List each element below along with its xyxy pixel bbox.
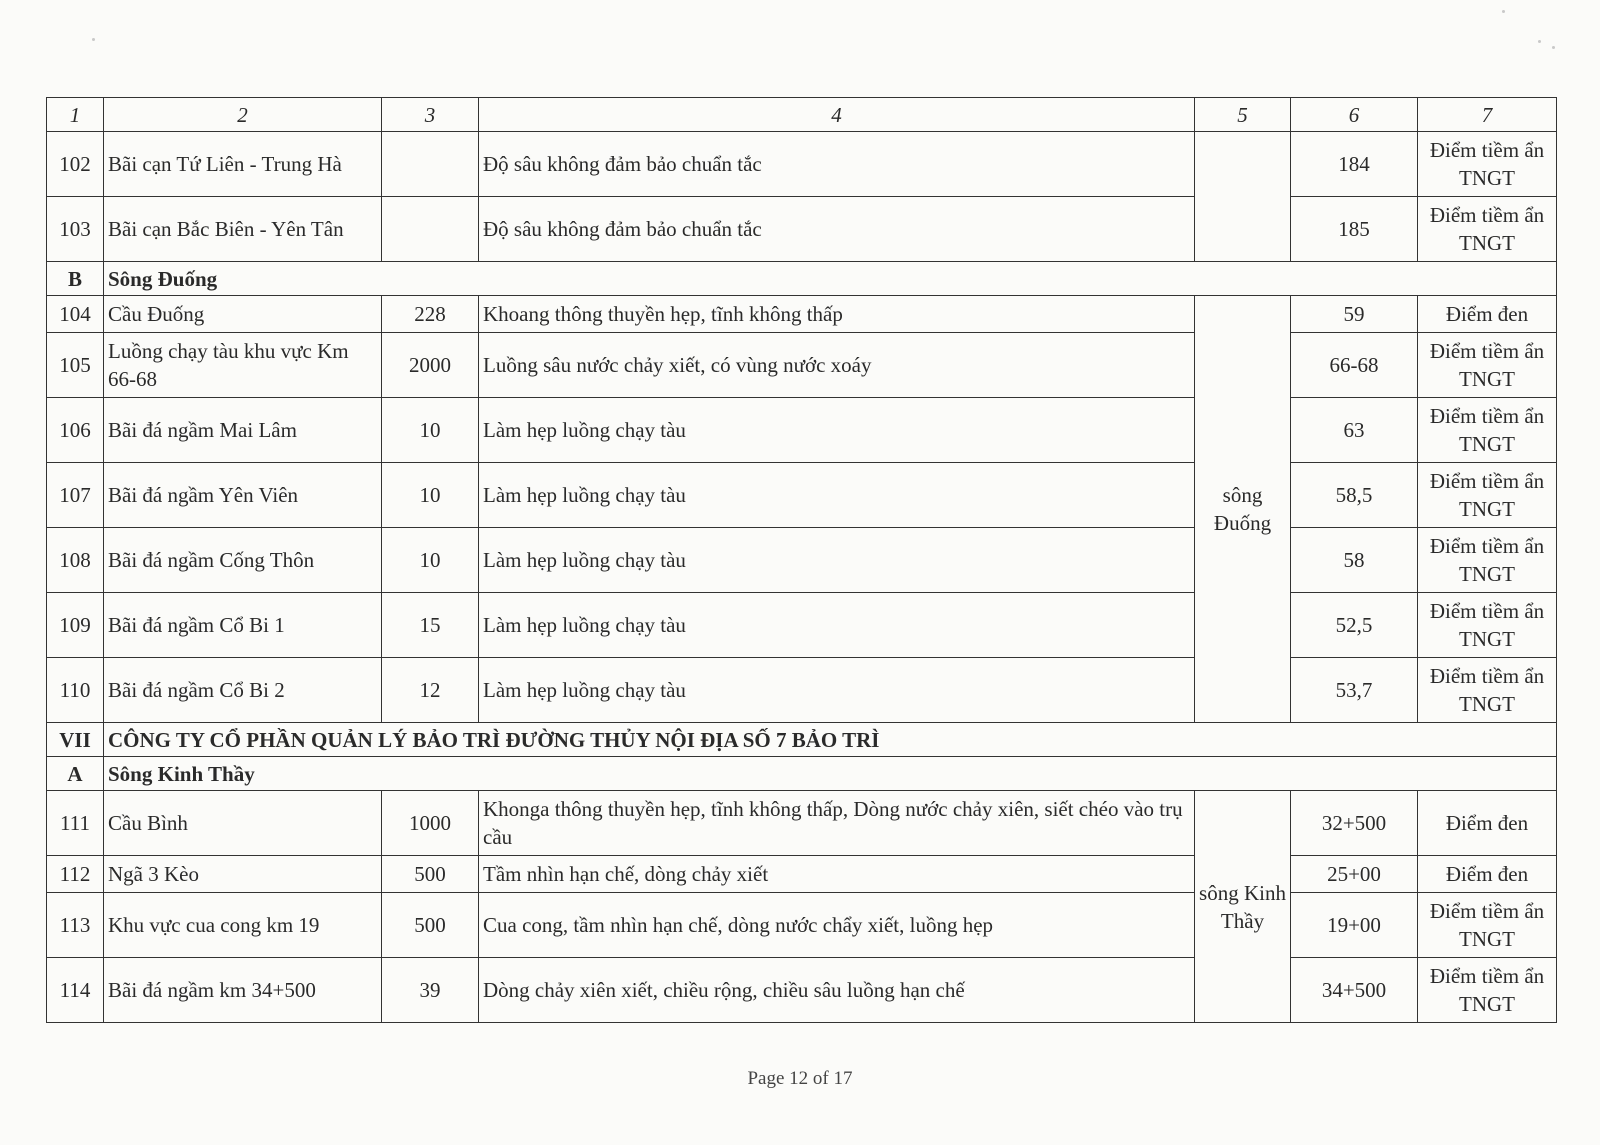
section-row — [47, 757, 1557, 791]
hazard-description: Khonga thông thuyền hẹp, tĩnh không thấp, Dòng nước chảy xiên, siết chéo vào trụ cầu — [479, 791, 1195, 856]
section-title: CÔNG TY CỔ PHẦN QUẢN LÝ BẢO TRÌ ĐƯỜNG THỦY NỘI ĐỊA SỐ 7 BẢO TRÌ — [104, 723, 1557, 757]
column-header: 4 — [479, 98, 1195, 132]
point-type: Điểm tiềm ẩn TNGT — [1418, 593, 1557, 658]
hazard-description: Làm hẹp luồng chạy tàu — [479, 463, 1195, 528]
row-number: 102 — [47, 132, 104, 197]
point-type: Điểm đen — [1418, 296, 1557, 333]
row-number: 104 — [47, 296, 104, 333]
column-header: 6 — [1291, 98, 1418, 132]
location-name: Bãi đá ngầm Cổ Bi 2 — [104, 658, 382, 723]
point-type: Điểm đen — [1418, 791, 1557, 856]
point-type: Điểm tiềm ẩn TNGT — [1418, 958, 1557, 1023]
location-name: Bãi đá ngầm Yên Viên — [104, 463, 382, 528]
column-header: 1 — [47, 98, 104, 132]
km-value: 184 — [1291, 132, 1418, 197]
length-value: 500 — [382, 893, 479, 958]
point-type: Điểm tiềm ẩn TNGT — [1418, 658, 1557, 723]
length-value: 15 — [382, 593, 479, 658]
km-value: 58,5 — [1291, 463, 1418, 528]
hazard-description: Tầm nhìn hạn chế, dòng chảy xiết — [479, 856, 1195, 893]
length-value: 2000 — [382, 333, 479, 398]
row-number: 103 — [47, 197, 104, 262]
location-name: Ngã 3 Kèo — [104, 856, 382, 893]
section-fill — [382, 262, 1557, 296]
hazard-description: Cua cong, tầm nhìn hạn chế, dòng nước chẩy xiết, luồng hẹp — [479, 893, 1195, 958]
length-value: 12 — [382, 658, 479, 723]
point-type: Điểm tiềm ẩn TNGT — [1418, 528, 1557, 593]
location-name: Luồng chạy tàu khu vực Km 66-68 — [104, 333, 382, 398]
section-title: Sông Đuống — [104, 262, 382, 296]
point-type: Điểm tiềm ẩn TNGT — [1418, 333, 1557, 398]
location-name: Khu vực cua cong km 19 — [104, 893, 382, 958]
river-cell — [1195, 132, 1291, 262]
length-value: 10 — [382, 528, 479, 593]
row-number: 108 — [47, 528, 104, 593]
km-value: 58 — [1291, 528, 1418, 593]
table-row — [47, 398, 1557, 463]
point-type: Điểm tiềm ẩn TNGT — [1418, 398, 1557, 463]
point-type: Điểm tiềm ẩn TNGT — [1418, 893, 1557, 958]
row-number: 109 — [47, 593, 104, 658]
section-code: B — [47, 262, 104, 296]
table-row — [47, 463, 1557, 528]
river-name: sông Đuống — [1195, 296, 1291, 723]
scan-speck — [92, 38, 95, 41]
section-code: VII — [47, 723, 104, 757]
hazard-points-table — [46, 97, 1557, 1023]
length-value: 10 — [382, 398, 479, 463]
row-number: 110 — [47, 658, 104, 723]
column-header: 2 — [104, 98, 382, 132]
location-name: Cầu Bình — [104, 791, 382, 856]
length-value: 10 — [382, 463, 479, 528]
km-value: 63 — [1291, 398, 1418, 463]
location-name: Bãi đá ngầm Cổ Bi 1 — [104, 593, 382, 658]
page-number: Page 12 of 17 — [747, 1068, 853, 1089]
point-type: Điểm tiềm ẩn TNGT — [1418, 132, 1557, 197]
column-header: 5 — [1195, 98, 1291, 132]
hazard-description: Làm hẹp luồng chạy tàu — [479, 398, 1195, 463]
table-row — [47, 132, 1557, 197]
hazard-description: Khoang thông thuyền hẹp, tĩnh không thấp — [479, 296, 1195, 333]
row-number: 114 — [47, 958, 104, 1023]
column-header: 7 — [1418, 98, 1557, 132]
row-number: 113 — [47, 893, 104, 958]
table-row — [47, 658, 1557, 723]
km-value: 25+00 — [1291, 856, 1418, 893]
hazard-description: Làm hẹp luồng chạy tàu — [479, 593, 1195, 658]
scan-speck — [1552, 46, 1555, 49]
location-name: Cầu Đuống — [104, 296, 382, 333]
location-name: Bãi cạn Tứ Liên - Trung Hà — [104, 132, 382, 197]
length-value: 500 — [382, 856, 479, 893]
km-value: 66-68 — [1291, 333, 1418, 398]
section-row — [47, 262, 1557, 296]
table-row — [47, 333, 1557, 398]
scan-speck — [1538, 40, 1541, 43]
column-header: 3 — [382, 98, 479, 132]
row-number: 106 — [47, 398, 104, 463]
km-value: 53,7 — [1291, 658, 1418, 723]
length-value: 39 — [382, 958, 479, 1023]
section-title: Sông Kinh Thầy — [104, 757, 382, 791]
section-fill — [382, 757, 1557, 791]
table-row — [47, 296, 1557, 333]
hazard-description: Luồng sâu nước chảy xiết, có vùng nước xoáy — [479, 333, 1195, 398]
km-value: 34+500 — [1291, 958, 1418, 1023]
table-row — [47, 893, 1557, 958]
row-number: 111 — [47, 791, 104, 856]
km-value: 19+00 — [1291, 893, 1418, 958]
location-name: Bãi đá ngầm Cống Thôn — [104, 528, 382, 593]
point-type: Điểm tiềm ẩn TNGT — [1418, 197, 1557, 262]
location-name: Bãi đá ngầm km 34+500 — [104, 958, 382, 1023]
length-value — [382, 132, 479, 197]
hazard-description: Làm hẹp luồng chạy tàu — [479, 528, 1195, 593]
table-row — [47, 197, 1557, 262]
hazard-description: Làm hẹp luồng chạy tàu — [479, 658, 1195, 723]
river-name: sông Kinh Thầy — [1195, 791, 1291, 1023]
point-type: Điểm đen — [1418, 856, 1557, 893]
km-value: 32+500 — [1291, 791, 1418, 856]
row-number: 107 — [47, 463, 104, 528]
row-number: 112 — [47, 856, 104, 893]
table-row — [47, 528, 1557, 593]
scan-speck — [1502, 10, 1505, 13]
hazard-description: Độ sâu không đảm bảo chuẩn tắc — [479, 132, 1195, 197]
table-row — [47, 856, 1557, 893]
length-value: 1000 — [382, 791, 479, 856]
table-row — [47, 958, 1557, 1023]
km-value: 59 — [1291, 296, 1418, 333]
row-number: 105 — [47, 333, 104, 398]
km-value: 52,5 — [1291, 593, 1418, 658]
table-row — [47, 791, 1557, 856]
length-value — [382, 197, 479, 262]
hazard-description: Độ sâu không đảm bảo chuẩn tắc — [479, 197, 1195, 262]
length-value: 228 — [382, 296, 479, 333]
km-value: 185 — [1291, 197, 1418, 262]
point-type: Điểm tiềm ẩn TNGT — [1418, 463, 1557, 528]
location-name: Bãi đá ngầm Mai Lâm — [104, 398, 382, 463]
table-row — [47, 593, 1557, 658]
location-name: Bãi cạn Bắc Biên - Yên Tân — [104, 197, 382, 262]
column-number-row — [47, 98, 1557, 132]
hazard-description: Dòng chảy xiên xiết, chiều rộng, chiều sâu luồng hạn chế — [479, 958, 1195, 1023]
section-code: A — [47, 757, 104, 791]
section-row — [47, 723, 1557, 757]
